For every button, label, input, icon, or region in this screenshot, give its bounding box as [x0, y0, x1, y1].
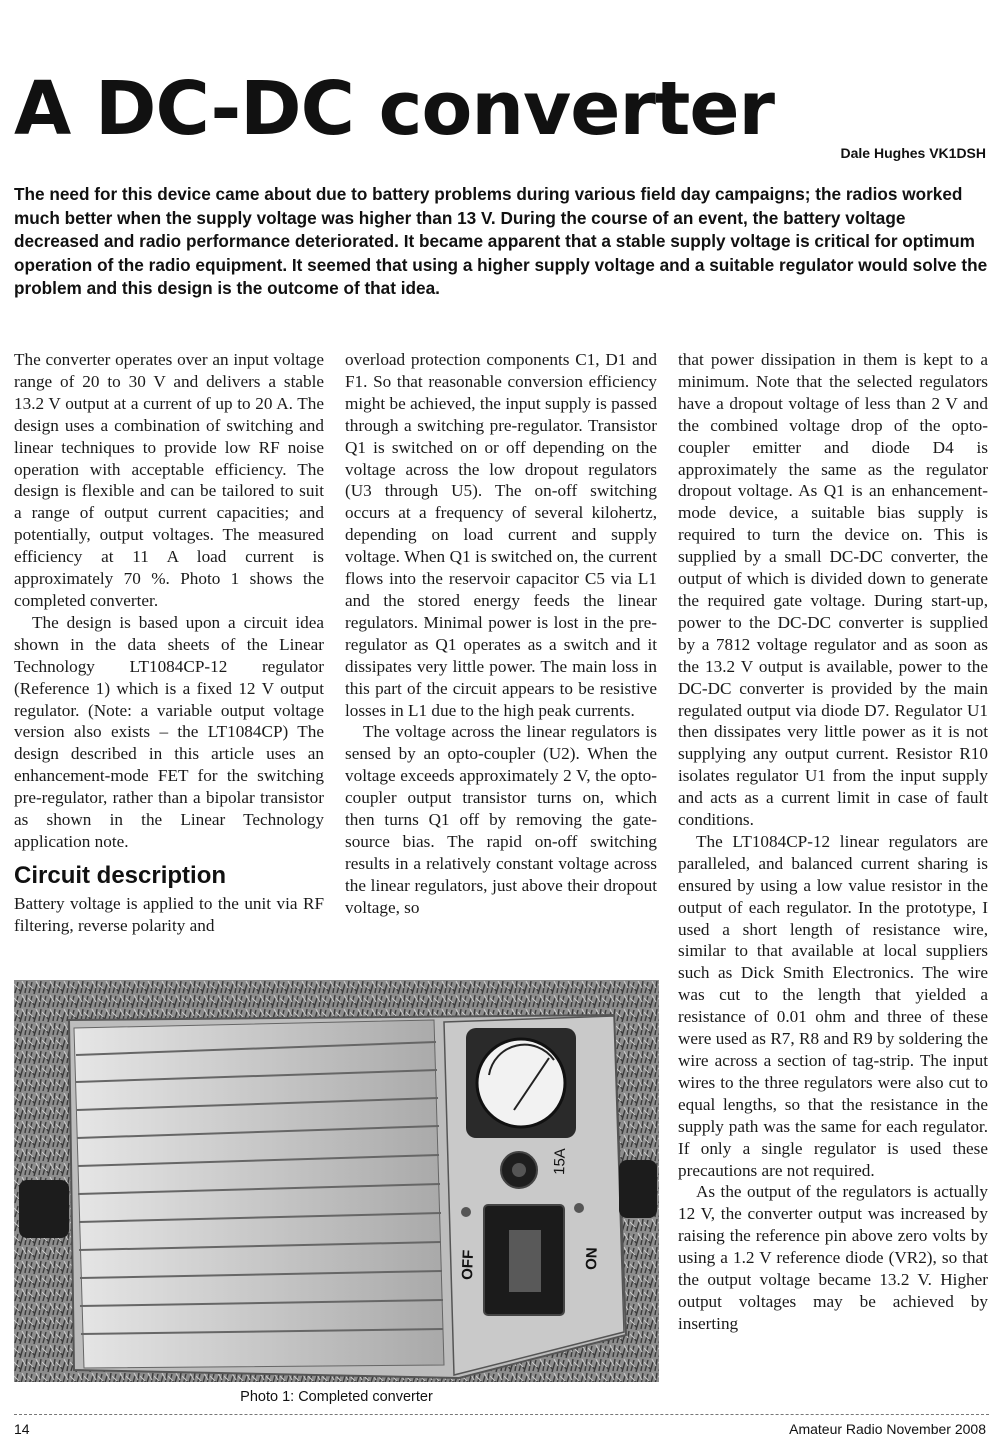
- switch-on-label: ON: [583, 1247, 601, 1271]
- text-column-3: [678, 349, 988, 1335]
- article-title: A DC-DC converter: [14, 66, 775, 152]
- power-switch-rocker: [509, 1230, 541, 1292]
- meter-face: [477, 1039, 565, 1127]
- col1-paragraph-3: Battery voltage is applied to the unit via RF filtering, reverse polarity and: [14, 893, 324, 935]
- col1-paragraph-1: The converter operates over an input voltage range of 20 to 30 V and delivers a stable 13.2 V output at a current of up to 20 A. The design uses a combination of switching and linear techniques to provide low RF noise operation with acceptable efficiency. The design is flexible and can be tailored to suit a range of output current capacities; and potentially, output voltages. The measured efficiency at 11 A load current is approximately 70 %. Photo 1 shows the completed converter.: [14, 350, 324, 610]
- section-heading-circuit-description: Circuit description: [14, 861, 227, 889]
- col3-paragraph-2: The LT1084CP-12 linear regulators are paralleled, and balanced current sharing is ensured by using a low value resistor in the output of each regulator. In the prototype, I used a short length of resistance wire, similar to that available at local suppliers such as Dick Smith Electronics. The wire was cut to the length that yielded a resistance of 0.01 ohm and three of these were used as R7, R8 and R9 by soldering the wire across a section of tag-strip. The input wires to the three regulators were also cut to equal lengths, so that the resistance in the supply path was the same for each regulator. If only a single regulator is used these precautions are not required.: [678, 831, 988, 1180]
- converter-photo: [14, 980, 659, 1382]
- photo-caption: Photo 1: Completed converter: [240, 1389, 433, 1405]
- col2-paragraph-2: The voltage across the linear regulators is sensed by an opto-coupler (U2). When the voltage exceeds approximately 2 V, the opto-coupler output transistor turns on, which then turns Q1 off by removing the gate-source bias. The rapid on-off switching results in a relatively constant voltage across the linear regulators, just above their dropout voltage, so: [345, 722, 657, 917]
- fuse-label: 15A: [551, 1147, 569, 1176]
- footer-divider: [14, 1414, 989, 1415]
- col3-paragraph-3: As the output of the regulators is actually 12 V, the converter output was increased by raising the reference pin above zero volts by using a 1.2 V reference diode (VR2), so that the output voltage became 13.2 V. Higher output voltages may be achieved by inserting: [678, 1182, 988, 1333]
- switch-off-label: OFF: [459, 1249, 478, 1281]
- text-column-2: [345, 349, 657, 919]
- author-byline: Dale Hughes VK1DSH: [840, 145, 986, 161]
- col2-paragraph-1: overload protection components C1, D1 and F1. So that reasonable conversion efficiency might be achieved, the input supply is passed through a switching pre-regulator. Transistor Q1 is switched on or off depending on the voltage across the low dropout regulators (U3 through U5). The on-off switching occurs at a frequency of several kilohertz, depending on load current and supply voltage. When Q1 is switched on, the current flows into the reservoir capacitor C5 via L1 and the stored energy feeds the linear regulators. Minimal power is lost in the pre-regulator as Q1 operates as a switch and it dissipates very little power. The main loss in this part of the circuit appears to be resistive losses in L1 due to the high peak currents.: [345, 350, 657, 720]
- text-column-1: [14, 349, 324, 937]
- col3-paragraph-1: that power dissipation in them is kept to a minimum. Note that the selected regulators have a dropout voltage of less than 2 V and the combined voltage drop of the opto-coupler emitter and diode D4 is approximately the same as the regulator dropout voltage. As Q1 is an enhancement-mode device, a suitable bias supply is required to turn the device on. This is supplied by a small DC-DC converter, the output of which is divided down to generate the required gate voltage. During start-up, power to the DC-DC converter is supplied by a 7812 voltage regulator and as soon as the 13.2 V output is available, power to the DC-DC converter is provided by the main regulated output via diode D7. Regulator U1 then dissipates very little power as it is not supplying any output current. Resistor R10 isolates regulator U1 from the input supply and acts as a current limit in case of fault conditions.: [678, 350, 988, 830]
- output-terminal: [619, 1160, 657, 1218]
- input-terminal: [19, 1180, 69, 1238]
- col1-paragraph-2: The design is based upon a circuit idea shown in the data sheets of the Linear Technology LT1084CP-12 regulator (Reference 1) which is a fixed 12 V output regulator. (Note: a variable output voltage version also exists – the LT1084CP) The design described in this article uses an enhancement-mode FET for the switching pre-regulator, rather than a bipolar transistor as shown in the Linear Technology application note.: [14, 612, 324, 851]
- intro-paragraph: The need for this device came about due to battery problems during various field day campaigns; the radios worked much better when the supply voltage was higher than 13 V. During the course of an event, the battery voltage decreased and radio performance deteriorated. It became apparent that a stable supply voltage is critical for optimum operation of the radio equipment. It seemed that using a higher supply voltage and a suitable regulator would solve the problem and this design is the outcome of that idea.: [14, 184, 988, 299]
- magazine-issue: Amateur Radio November 2008: [789, 1421, 986, 1437]
- page-number: 14: [14, 1421, 30, 1437]
